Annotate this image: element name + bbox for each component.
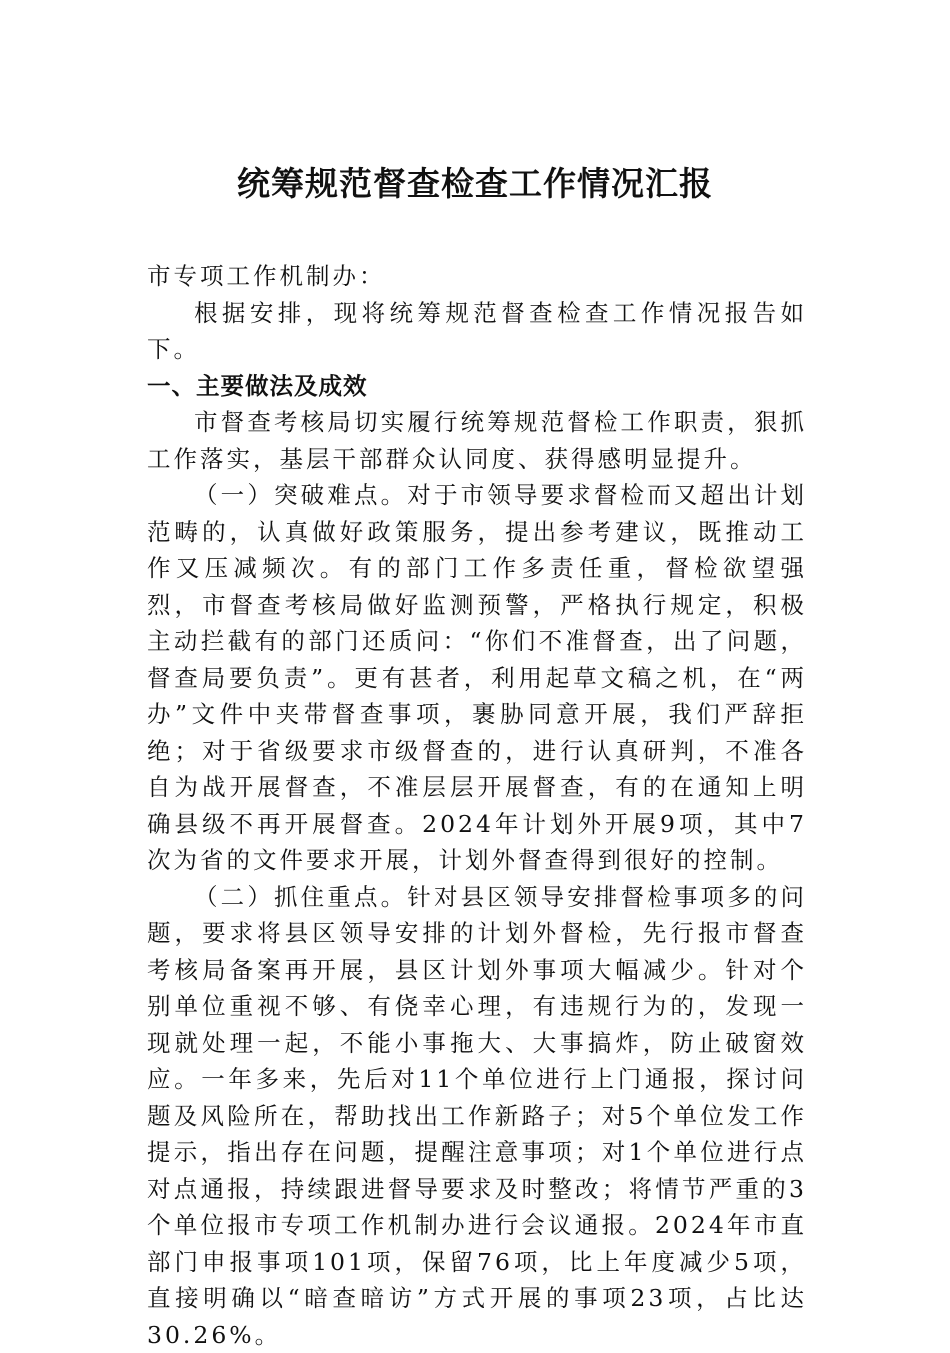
document-title: 统筹规范督查检查工作情况汇报 [0,158,950,205]
subsection-1-label: （一）突破难点。 [194,481,407,509]
subsection-2-label: （二）抓住重点。 [194,883,407,911]
document-body [147,258,807,1353]
subsection-1-paragraph [147,477,807,879]
subsection-1-text: 对于市领导要求督检而又超出计划范畴的，认真做好政策服务，提出参考建议，既推动工作又压减频次。有的部门工作多责任重，督检欲望强烈，市督查考核局做好监测预警，严格执行规定，积极主动拦截有的部门还质问：“你们不准督查，出了问题，督查局要负责”。更有甚者，利用起草文稿之机，在“两办”文件中夹带督查事项，裹胁同意开展，我们严辞拒绝；对于省级要求市级督查的，进行认真研判，不准各自为战开展督查，不准层层开展督查，有的在通知上明确县级不再开展督查。2024年计划外开展9项，其中7次为省的文件要求开展，计划外督查得到很好的控制。 [147,481,807,874]
section-summary-paragraph: 市督查考核局切实履行统筹规范督检工作职责，狠抓工作落实，基层干部群众认同度、获得感明显提升。 [147,404,807,477]
salutation: 市专项工作机制办： [147,258,807,295]
subsection-2-paragraph [147,879,807,1353]
subsection-2-text: 针对县区领导安排督检事项多的问题，要求将县区领导安排的计划外督检，先行报市督查考核局备案再开展，县区计划外事项大幅减少。针对个别单位重视不够、有侥幸心理，有违规行为的，发现一现就处理一起，不能小事拖大、大事搞炸，防止破窗效应。一年多来，先后对11个单位进行上门通报，探讨问题及风险所在，帮助找出工作新路子；对5个单位发工作提示，指出存在问题，提醒注意事项；对1个单位进行点对点通报，持续跟进督导要求及时整改；将情节严重的3个单位报市专项工作机制办进行会议通报。2024年市直部门申报事项101项，保留76项，比上年度减少5项，直接明确以“暗查暗访”方式开展的事项23项，占比达30.26%。 [147,883,807,1349]
intro-paragraph: 根据安排，现将统筹规范督查检查工作情况报告如下。 [147,295,807,368]
section-heading: 一、主要做法及成效 [147,368,807,405]
